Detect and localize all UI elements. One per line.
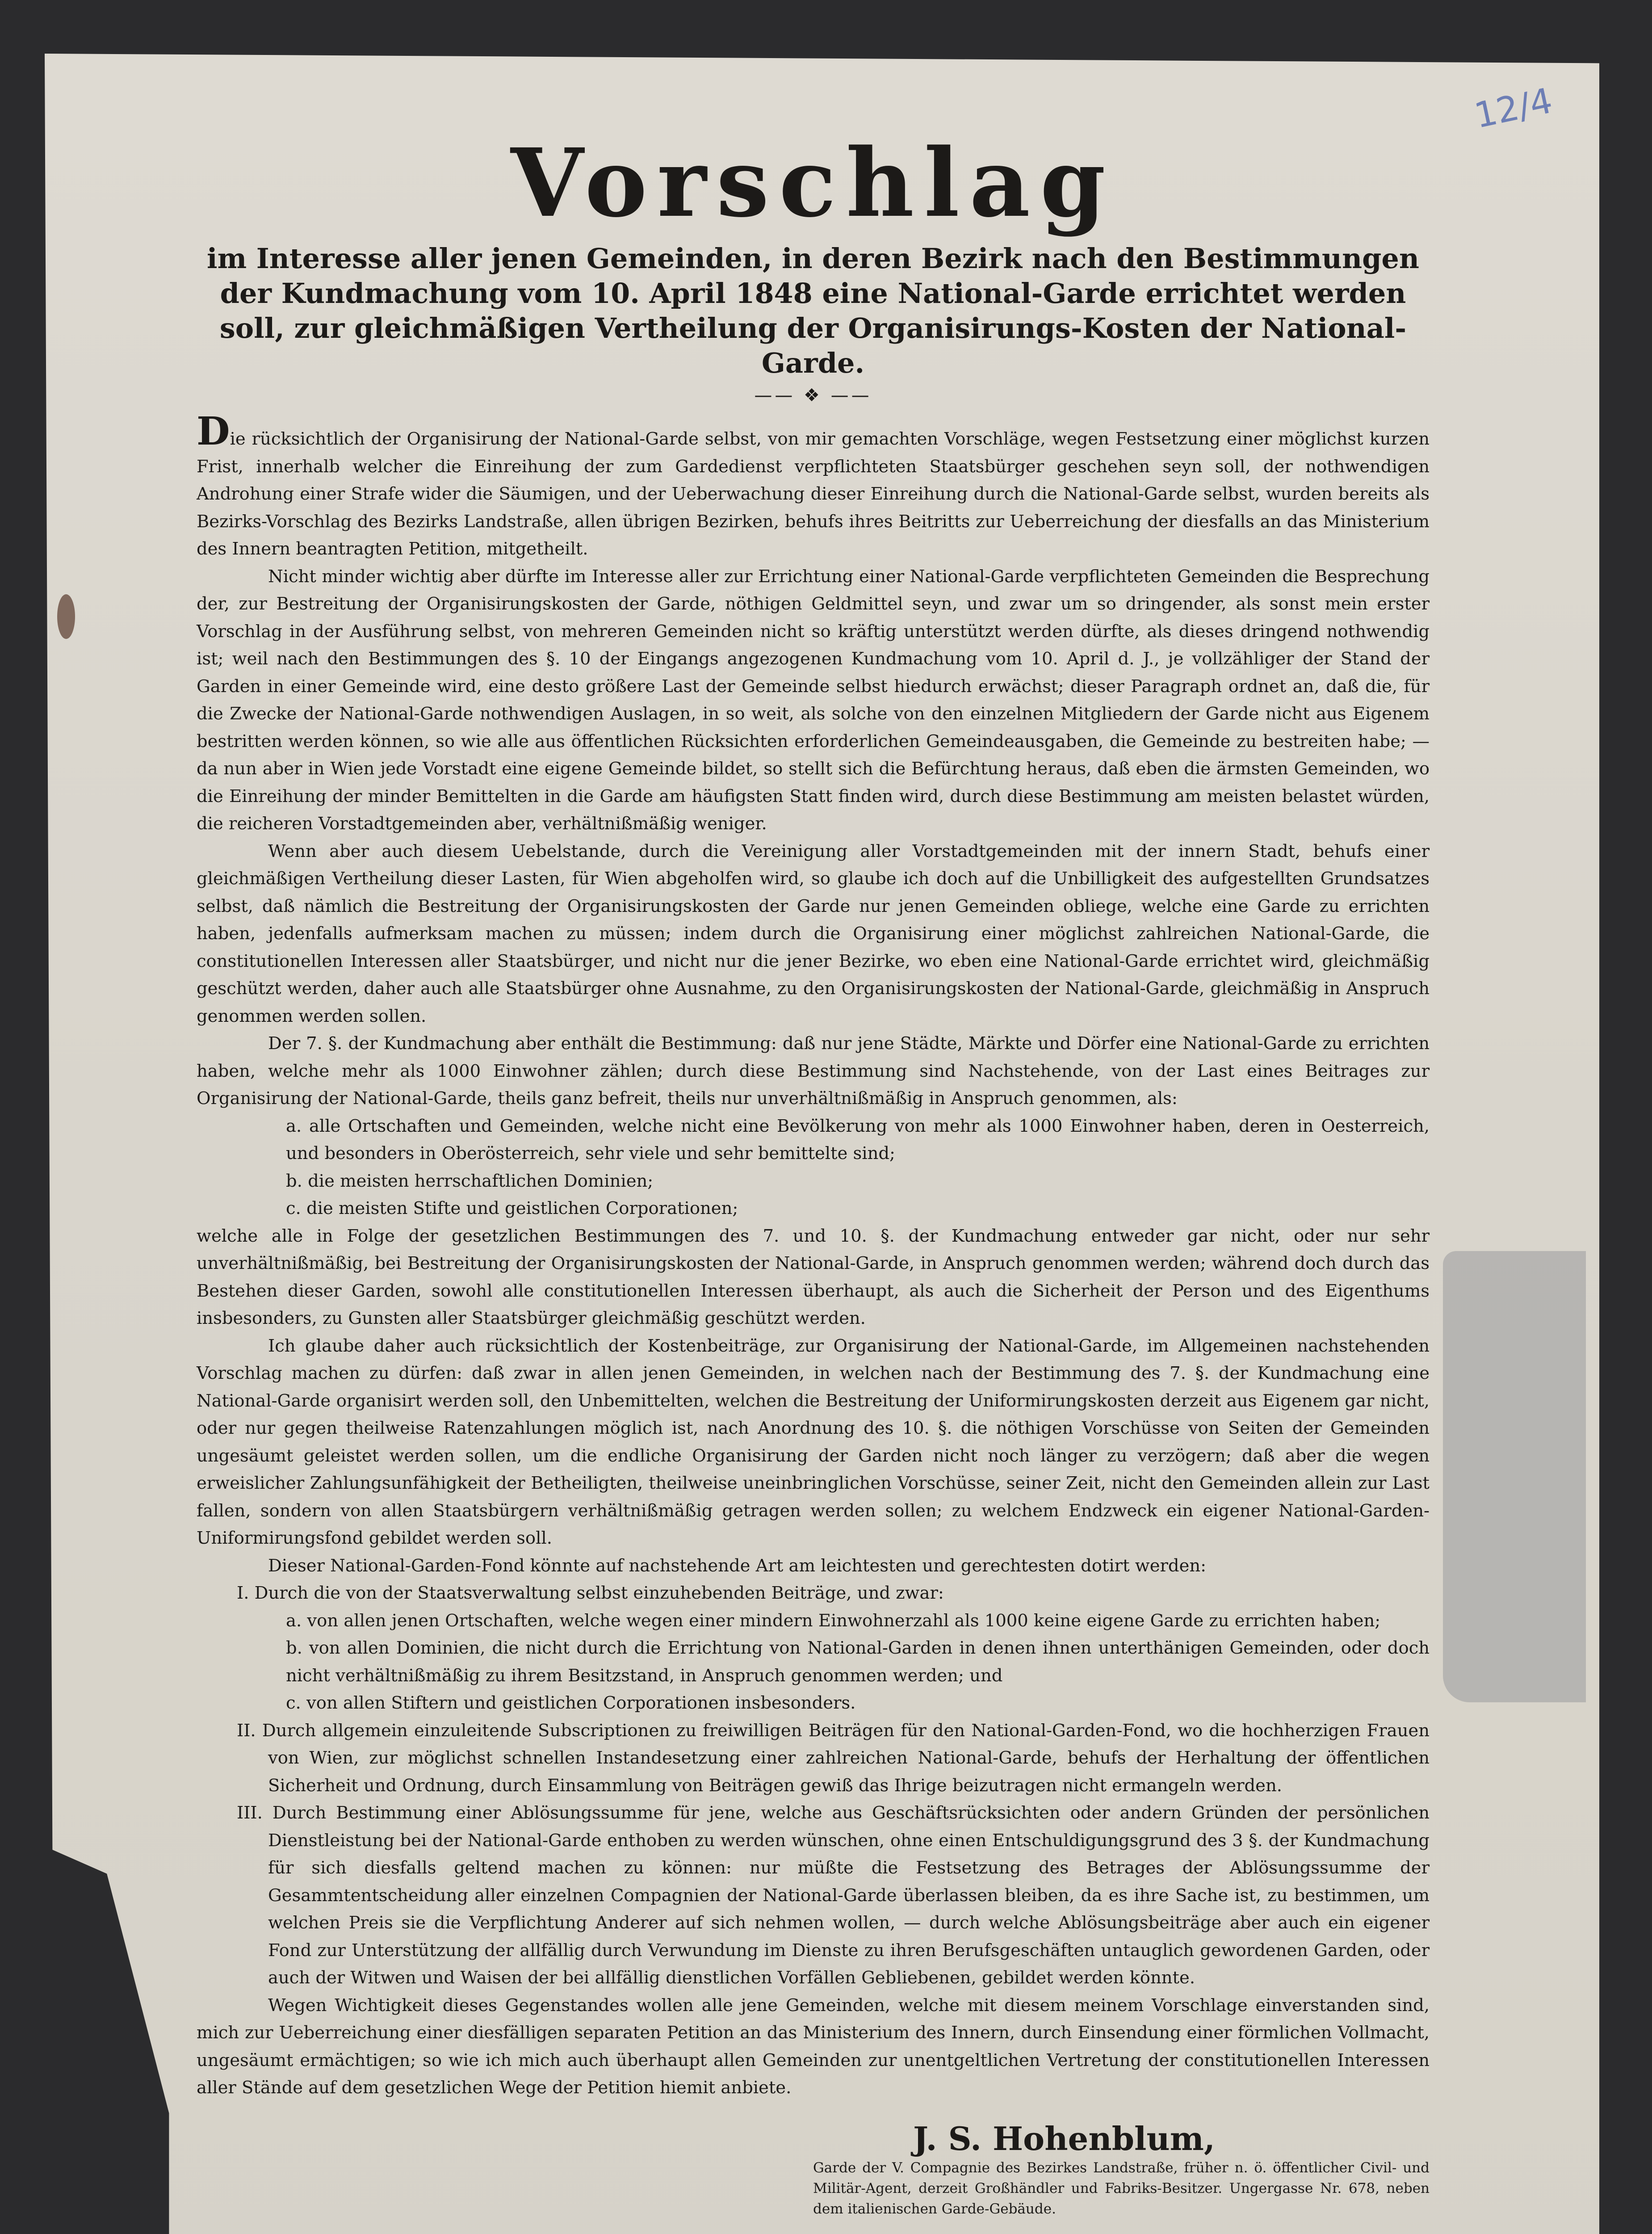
- paragraph-3: Wenn aber auch diesem Uebelstande, durch die Vereinigung aller Vorstadtgemeinden mit der innern Stadt, behufs einer gleichmäßigen Vertheilung dieser Lasten, für Wien abgeholfen wird, so glaube ich doch auf die Unbilligkeit des aufgestellten Grundsatzes selbst, daß nämlich die Bestreitung der Organisirungskosten der Garde nur jenen Gemeinden obliege, welche eine Garde zu errichten haben, jedenfalls aufmerksam machen zu müssen; indem durch die Organisirung einer möglichst zahlreichen National-Garde, die constitutionellen Interessen aller Staatsbürger, und nicht nur die jener Bezirke, wo eben eine National-Garde errichtet wird, gleichmäßig geschützt werden, daher auch alle Staatsbürger ohne Ausnahme, zu den Organisirungskosten der National-Garde, gleichmäßig in Anspruch genommen werden sollen.: [197, 841, 1430, 1026]
- roman-item-2: II. Durch allgemein einzuleitende Subscriptionen zu freiwilligen Beiträgen für den National-Garden-Fond, wo die hochherzigen Frauen von Wien, zur möglichst schnellen Instandesetzung einer zahlreichen National-Garde, behufs der Herhaltung der öffentlichen Sicherheit und Ordnung, durch Einsammlung von Beiträgen gewiß das Ihrige beizutragen nicht ermangeln werden.: [237, 1720, 1430, 1796]
- paragraph-1: Die rücksichtlich der Organisirung der National-Garde selbst, von mir gemachten Vorschläge, wegen Festsetzung einer möglichst kurzen Frist, innerhalb welcher die Einreihung der zum Gardedienst verpflichteten Staatsbürger geschehen seyn soll, der nothwendigen Androhung einer Strafe wider die Säumigen, und der Ueberwachung dieser Einreihung durch die National-Garde selbst, wurden bereits als Bezirks-Vorschlag des Bezirks Landstraße, allen übrigen Bezirken, behufs ihres Beitritts zur Ueberreichung der diesfalls an das Ministerium des Innern beantragten Petition, mitgetheilt.: [197, 409, 1430, 559]
- document-content: [197, 130, 1430, 2219]
- list-item-c1: c. die meisten Stifte und geistlichen Corporationen;: [286, 1198, 738, 1218]
- roman-item-1: I. Durch die von der Staatsverwaltung selbst einzuhebenden Beiträge, und zwar:: [237, 1583, 944, 1603]
- signature-details: Garde der V. Compagnie des Bezirkes Landstraße, früher n. ö. öffentlicher Civil- und Militär-Agent, derzeit Großhändler und Fabriks-Besitzer. Ungergasse Nr. 678, neben dem italienischen Garde-Gebäude.: [813, 2159, 1430, 2217]
- paragraph-2: Nicht minder wichtig aber dürfte im Interesse aller zur Errichtung einer National-Garde verpflichteten Gemeinden die Besprechung der, zur Bestreitung der Organisirungskosten der Garde, nöthigen Geldmittel seyn, und zwar um so dringender, als sonst mein erster Vorschlag in der Ausführung selbst, von mehreren Gemeinden nicht so kräftig unterstützt werden dürfte, als dieses dringend nothwendig ist; weil nach den Bestimmungen des §. 10 der Eingangs angezogenen Kundmachung vom 10. April d. J., je vollzähliger der Stand der Garden in einer Gemeinde wird, eine desto größere Last der Gemeinde selbst hiedurch erwächst; dieser Paragraph ordnet an, daß die, für die Zwecke der National-Garde nothwendigen Auslagen, in so weit, als solche von den einzelnen Mitgliedern der Garde nicht aus Eigenem bestritten werden können, so wie alle aus öffentlichen Rücksichten erforderlichen Gemeindeausgaben, die Gemeinde zu bestreiten habe; — da nun aber in Wien jede Vorstadt eine eigene Gemeinde bildet, so stellt sich die Befürchtung heraus, daß eben die ärmsten Gemeinden, wo die Einreihung der minder Bemittelten in die Garde am häufigsten Statt finden wird, durch diese Bestimmung am meisten belastet würden, die reicheren Vorstadtgemeinden aber, verhältnißmäßig weniger.: [197, 566, 1430, 834]
- list-item-a2: a. von allen jenen Ortschaften, welche wegen einer mindern Einwohnerzahl als 1000 keine eigene Garde zu errichten haben;: [286, 1610, 1381, 1631]
- document-body: [197, 409, 1430, 2102]
- list-item-c2: c. von allen Stiftern und geistlichen Corporationen insbesonders.: [286, 1693, 856, 1713]
- list-item-a1: a. alle Ortschaften und Gemeinden, welche nicht eine Bevölkerung von mehr als 1000 Einwohner haben, deren in Oesterreich, und besonders in Oberösterreich, sehr viele und sehr bemittelte sind;: [286, 1116, 1430, 1163]
- ink-spot: [57, 594, 75, 639]
- paragraph-5: welche alle in Folge der gesetzlichen Bestimmungen des 7. und 10. §. der Kundmachung entweder gar nicht, oder nur sehr unverhältnißmäßig, bei Bestreitung der Organisirungskosten der National-Garde, in Anspruch genommen werden; während doch durch das Bestehen dieser Garden, sowohl alle constitutionellen Interessen überhaupt, als auch die Sicherheit der Person und des Eigenthums insbesonders, zu Gunsten aller Staatsbürger gleichmäßig geschützt werden.: [197, 1226, 1430, 1328]
- list-item-b2: b. von allen Dominien, die nicht durch die Errichtung von National-Garden in denen ihnen unterthänigen Gemeinden, oder doch nicht verhältnißmäßig zu ihrem Besitzstand, in Anspruch genommen werden; und: [286, 1638, 1430, 1686]
- closing-paragraph: Wegen Wichtigkeit dieses Gegenstandes wollen alle jene Gemeinden, welche mit diesem meinem Vorschlage einverstanden sind, mich zur Ueberreichung einer diesfälligen separaten Petition an das Ministerium des Innern, durch Einsendung einer förmlichen Vollmacht, ungesäumt ermächtigen; so wie ich mich auch überhaupt allen Gemeinden zur unentgeltlichen Vertretung der constitutionellen Interessen aller Stände auf dem gesetzlichen Wege der Petition hiemit anbiete.: [197, 1995, 1430, 2098]
- document-subtitle: im Interesse aller jenen Gemeinden, in deren Bezirk nach den Bestimmungen der Kundmachung vom 10. April 1848 eine National-Garde errichtet werden soll, zur gleichmäßigen Vertheilung der Organisirungs-Kosten der National-Garde.: [207, 242, 1419, 379]
- paragraph-6: Ich glaube daher auch rücksichtlich der Kostenbeiträge, zur Organisirung der National-Garde, im Allgemeinen nachstehenden Vorschlag machen zu dürfen: daß zwar in allen jenen Gemeinden, in welchen nach der Bestimmung des 7. §. der Kundmachung eine National-Garde organisirt werden soll, den Unbemittelten, welchen die Bestreitung der Uniformirungskosten derzeit aus Eigenem gar nicht, oder nur gegen theilweise Ratenzahlungen möglich ist, nach Anordnung des 10. §. die nöthigen Vorschüsse von Seiten der Gemeinden ungesäumt geleistet werden sollen, um die endliche Organisirung der Garden nicht noch länger zu verzögern; daß aber die wegen erweislicher Zahlungsunfähigkeit der Betheiligten, theilweise uneinbringlichen Vorschüsse, seiner Zeit, nicht den Gemeinden allein zur Last fallen, sondern von allen Staatsbürgern verhältnißmäßig getragen werden sollen; zu welchem Endzweck ein eigener National-Garden-Uniformirungsfond gebildet werden soll.: [197, 1335, 1430, 1548]
- drop-cap: D: [197, 409, 230, 454]
- signature: J. S. Hohenblum,: [913, 2119, 1215, 2158]
- handwritten-note: 12/4: [1471, 80, 1556, 137]
- document-title: Vorschlag: [511, 128, 1115, 238]
- ornament-divider: —— ❖ ——: [754, 385, 872, 406]
- paper-stain: [1443, 1251, 1586, 1702]
- paragraph-4: Der 7. §. der Kundmachung aber enthält die Bestimmung: daß nur jene Städte, Märkte und Dörfer eine National-Garde zu errichten haben, welche mehr als 1000 Einwohner zählen; durch diese Bestimmung sind Nachstehende, von der Last eines Beitrages zur Organisirung der National-Garde, theils ganz befreit, theils nur unverhältnißmäßig in Anspruch genommen, als:: [197, 1033, 1430, 1109]
- paragraph-7: Dieser National-Garden-Fond könnte auf nachstehende Art am leichtesten und gerechtesten dotirt werden:: [268, 1555, 1207, 1576]
- roman-item-3: III. Durch Bestimmung einer Ablösungssumme für jene, welche aus Geschäftsrücksichten oder andern Gründen der persönlichen Dienstleistung bei der National-Garde enthoben zu werden wünschen, ohne einen Entschuldigungsgrund des 3 §. der Kundmachung für sich diesfalls geltend machen zu können: nur müßte die Festsetzung des Betrages der Ablösungssumme der Gesammtentscheidung aller einzelnen Compagnien der National-Garde überlassen bleiben, da es ihre Sache ist, zu bestimmen, um welchen Preis sie die Verpflichtung Anderer auf sich nehmen wollen, — durch welche Ablösungsbeiträge aber auch ein eigener Fond zur Unterstützung der allfällig durch Verwundung im Dienste zu ihren Berufsgeschäften untauglich gewordenen Garden, oder auch der Witwen und Waisen der bei allfällig dienstlichen Vorfällen Gebliebenen, gebildet werden könnte.: [237, 1803, 1430, 1988]
- list-item-b1: b. die meisten herrschaftlichen Dominien;: [286, 1171, 654, 1191]
